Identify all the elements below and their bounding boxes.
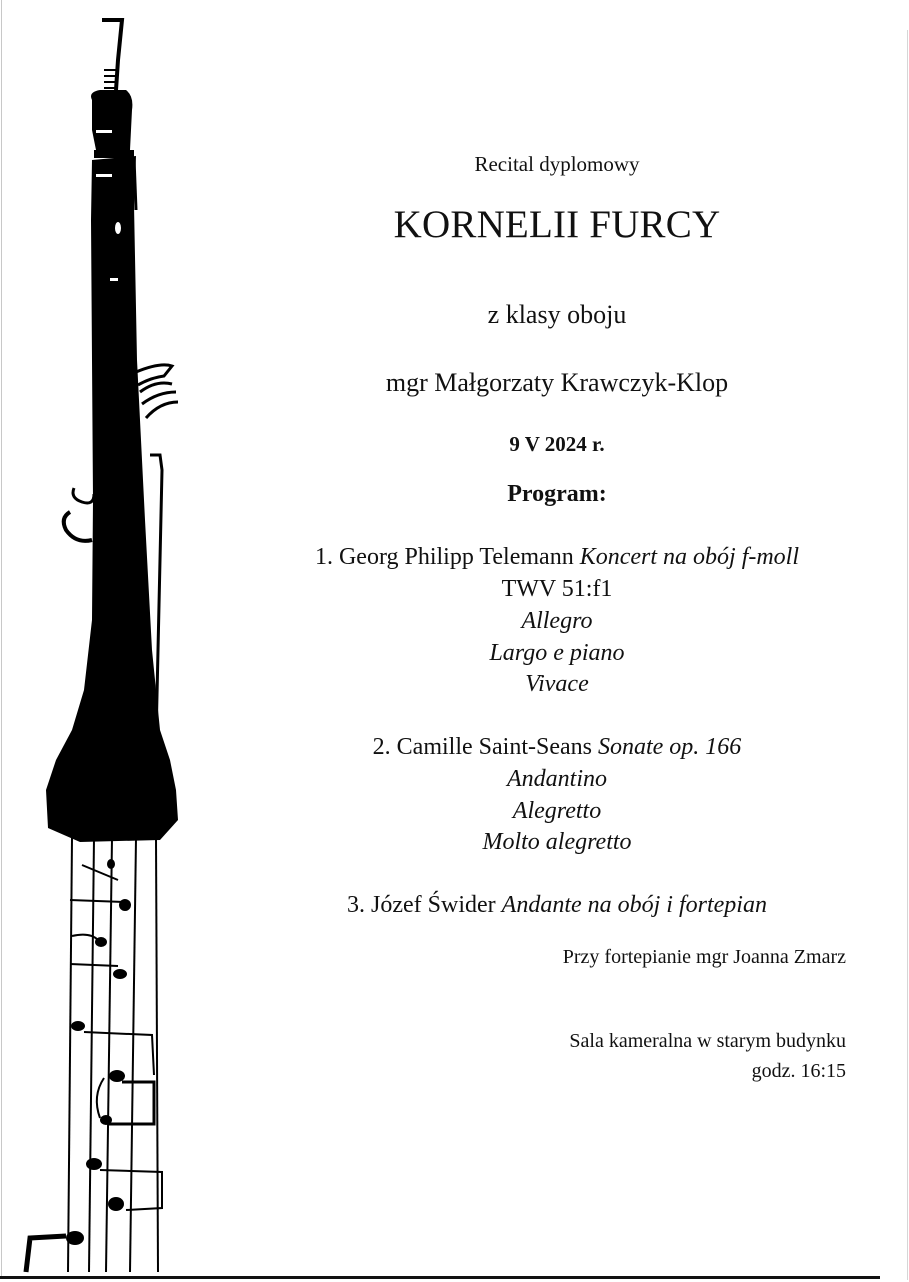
catalog-number: TWV 51:f1 [501,576,613,602]
movement: Andantino [507,766,607,792]
program-item-2 [262,734,852,761]
movement: Allegro [521,608,593,634]
teacher-name: mgr Małgorzaty Krawczyk-Klop [385,368,729,397]
venue-place: Sala kameralna w starym budynku [569,1030,846,1052]
movement: Largo e piano [489,640,625,666]
oboe-illustration [0,0,260,1282]
program-heading: Program: [507,481,607,507]
movement: Vivace [525,671,589,697]
composer: Georg Philipp Telemann [338,544,574,570]
work-title: Sonate op. 166 [597,734,742,760]
class-line: z klasy oboju [487,300,627,329]
item-number: 3. [347,892,366,918]
item-number: 2. [372,734,391,760]
recital-date: 9 V 2024 r. [509,432,605,456]
performer-name: KORNELII FURCY [393,203,721,246]
movement: Alegretto [512,798,602,824]
venue-time: godz. 16:15 [751,1060,846,1082]
composer: Józef Świder [371,892,496,918]
work-title: Andante na obój i fortepian [501,892,767,918]
item-number: 1. [314,544,333,570]
composer: Camille Saint-Seans [396,734,592,760]
program-item-1 [262,544,852,571]
accompanist: Przy fortepianie mgr Joanna Zmarz [562,946,846,968]
movement: Molto alegretto [482,829,632,855]
work-title: Koncert na obój f-moll [579,544,800,570]
recital-subtitle: Recital dyplomowy [474,152,640,176]
recital-program [262,0,852,1282]
program-item-3 [262,892,852,919]
page-edge-right [907,30,908,1280]
